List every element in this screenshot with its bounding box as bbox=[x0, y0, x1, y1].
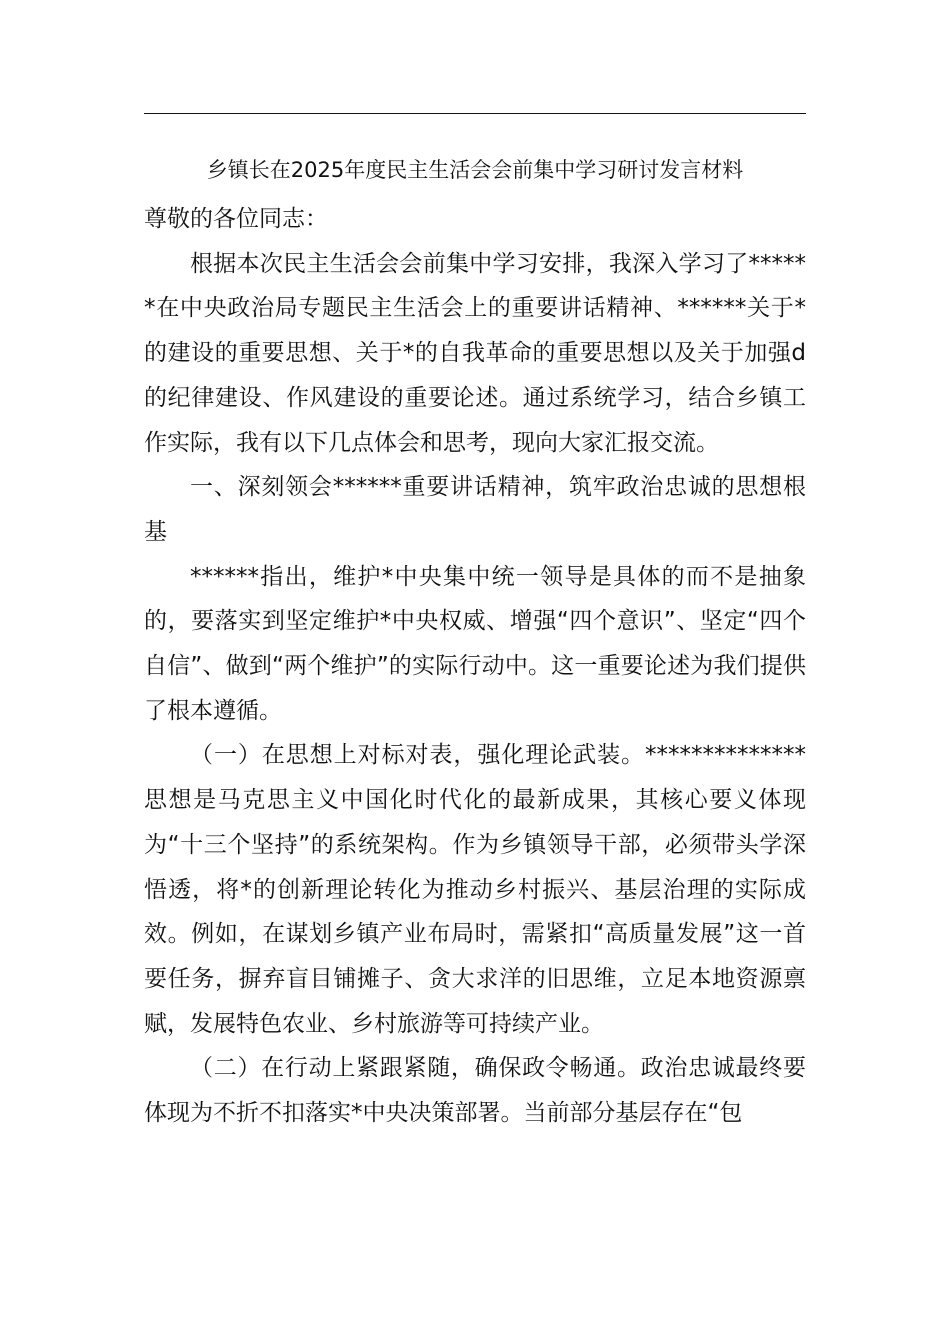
paragraph-subsection-1: （一）在思想上对标对表，强化理论武装。**************思想是马克思主义中国化时代化的最新成果，其核心要义体现为“十三个坚持”的系统架构。作为乡镇领导干部，必须带头学深悟透，将*的创新理论转化为推动乡村振兴、基层治理的实际成效。例如，在谋划乡镇产业布局时，需紧扣“高质量发展”这一首要任务，摒弃盲目铺摊子、贪大求洋的旧思维，立足本地资源禀赋，发展特色农业、乡村旅游等可持续产业。 bbox=[144, 742, 806, 1037]
salutation: 尊敬的各位同志： bbox=[144, 206, 328, 232]
header-rule bbox=[144, 113, 806, 114]
document-title: 乡镇长在2025年度民主生活会会前集中学习研讨发言材料 bbox=[206, 158, 744, 182]
paragraph-subsection-2: （二）在行动上紧跟紧随，确保政令畅通。政治忠诚最终要体现为不折不扣落实*中央决策部署。当前部分基层存在“包 bbox=[144, 1055, 806, 1127]
paragraph-section-1: ******指出，维护*中央集中统一领导是具体的而不是抽象的，要落实到坚定维护*中央权威、增强“四个意识”、坚定“四个自信”、做到“两个维护”的实际行动中。这一重要论述为我们提供了根本遵循。 bbox=[144, 563, 806, 724]
section-heading-1: 一、深刻领会******重要讲话精神，筑牢政治忠诚的思想根基 bbox=[144, 474, 806, 545]
paragraph-intro: 根据本次民主生活会会前集中学习安排，我深入学习了******在中央政治局专题民主生活会上的重要讲话精神、******关于*的建设的重要思想、关于*的自我革命的重要思想以及关于加强d的纪律建设、作风建设的重要论述。通过系统学习，结合乡镇工作实际，我有以下几点体会和思考，现向大家汇报交流。 bbox=[144, 250, 806, 456]
document-body bbox=[144, 197, 806, 1136]
